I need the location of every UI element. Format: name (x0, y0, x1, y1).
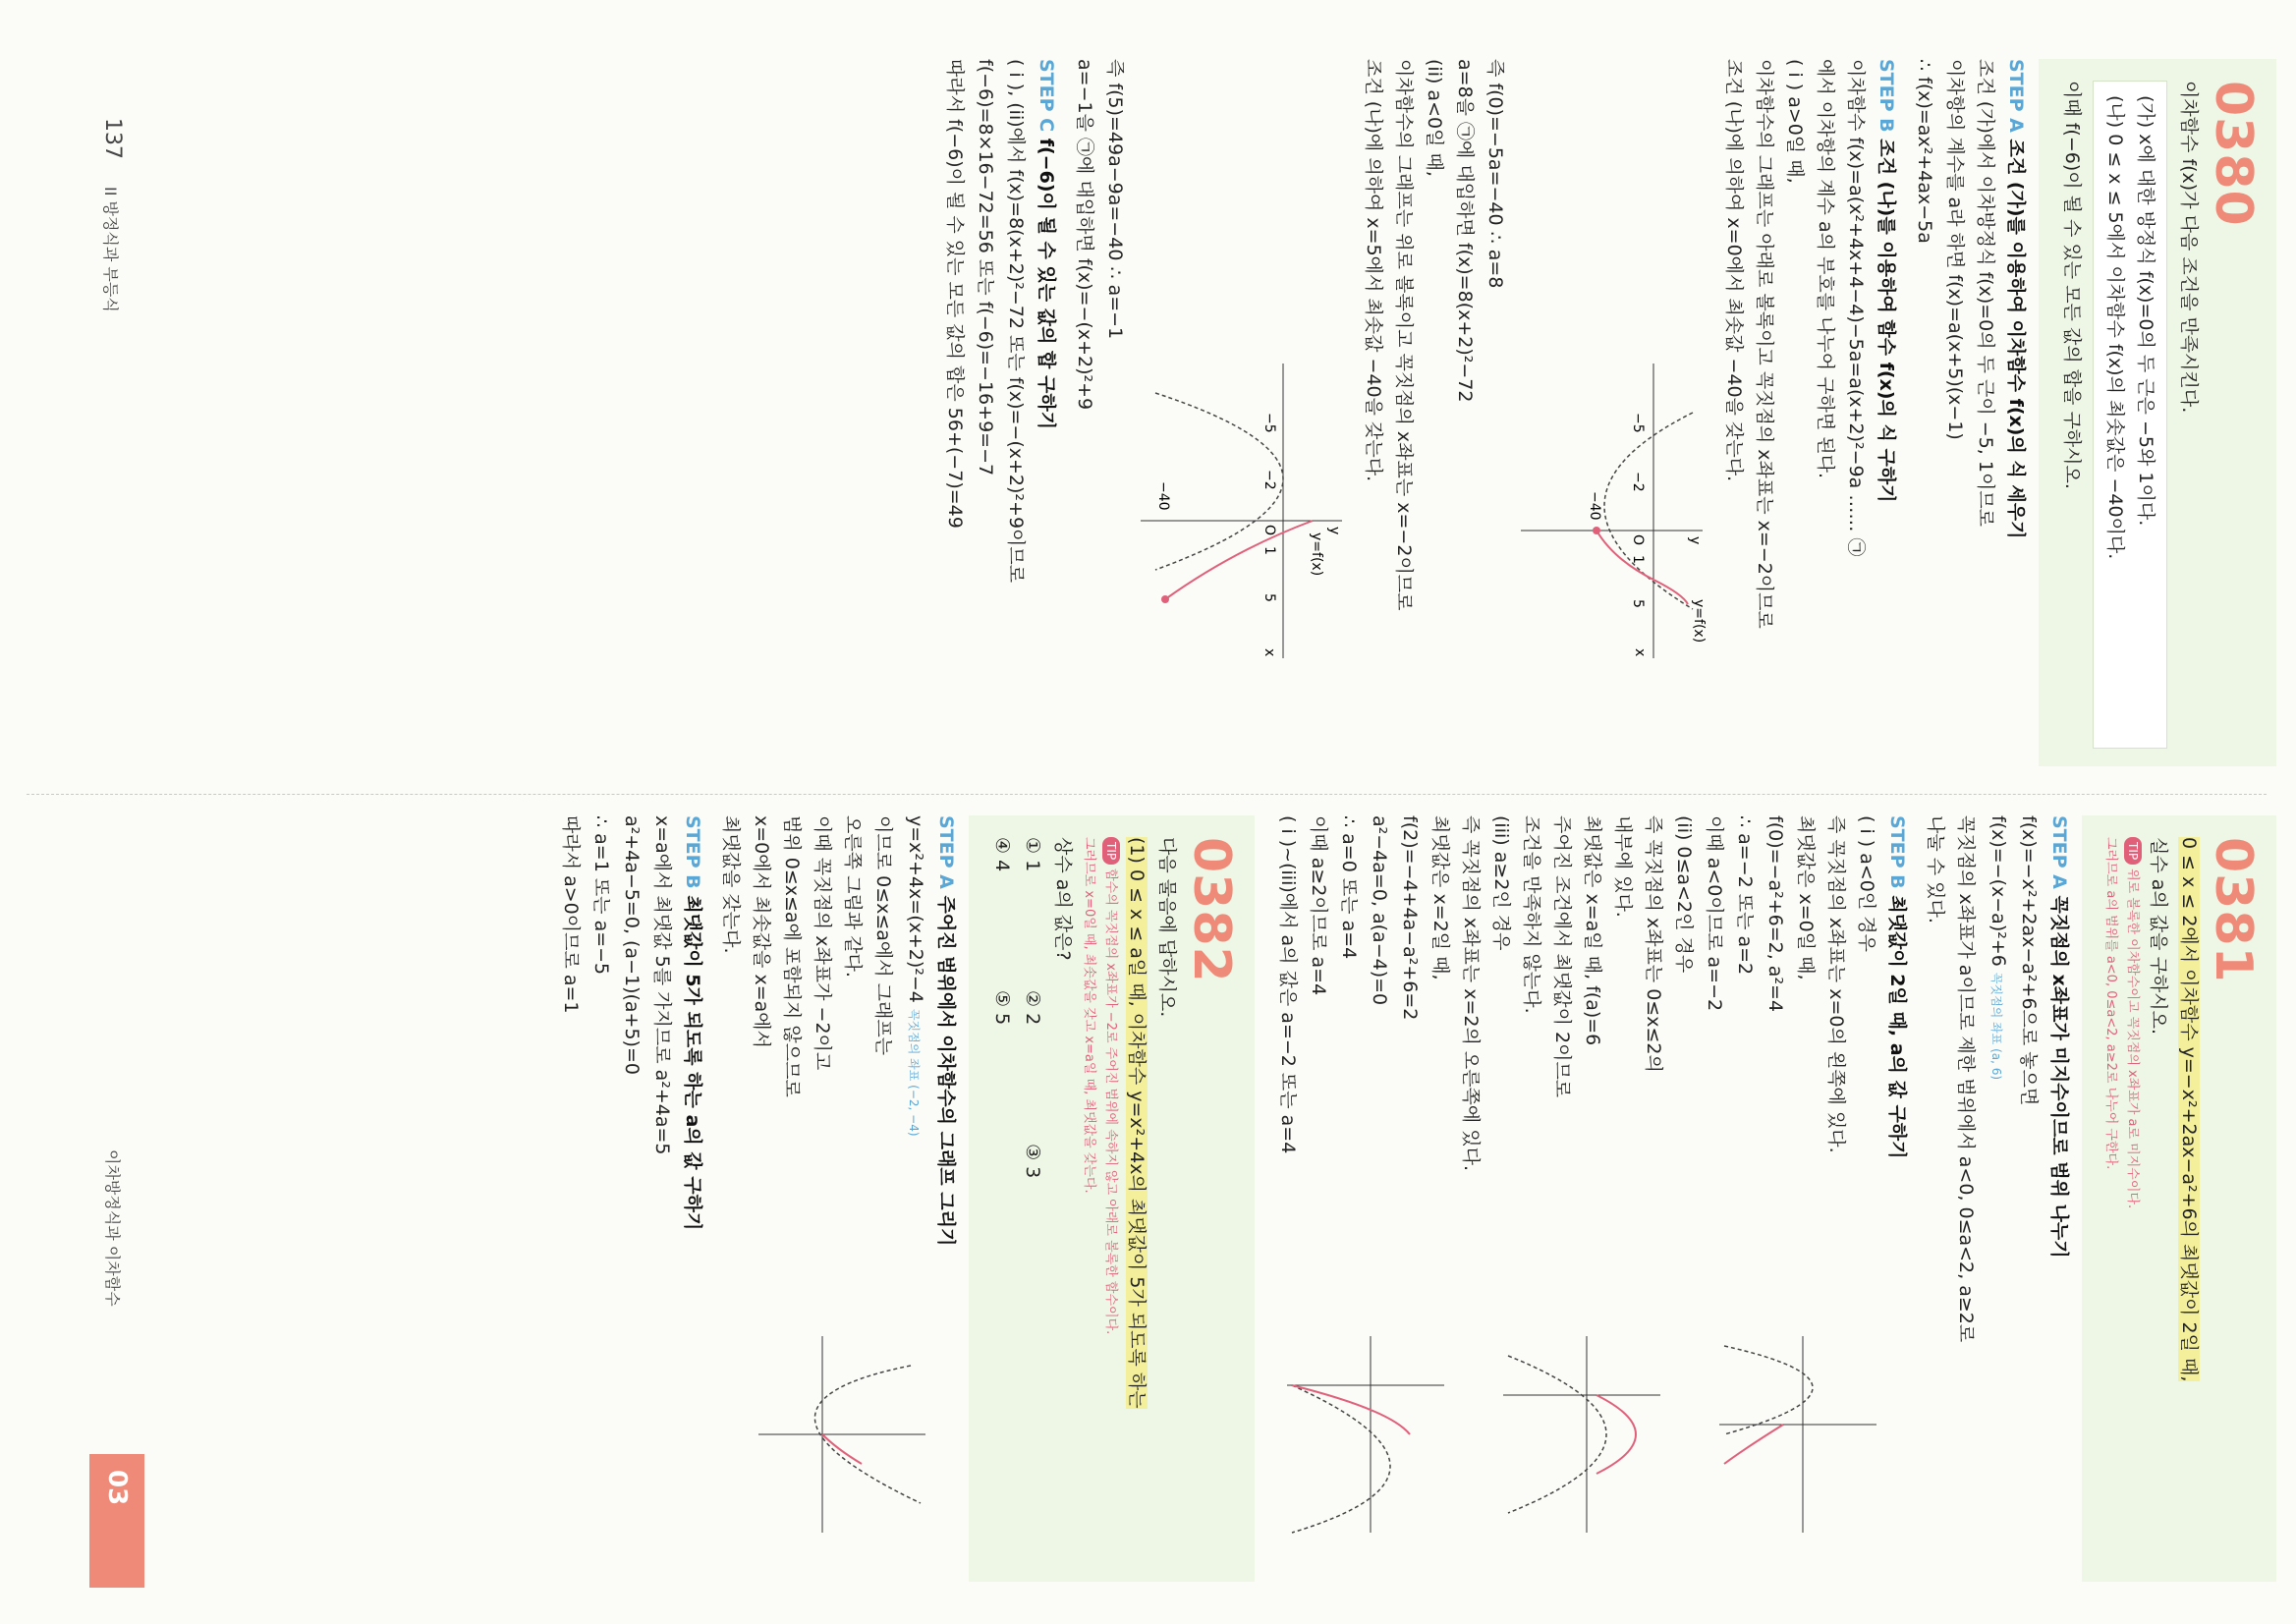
problem-intro: 다음 물음에 답하시오. (1156, 837, 1178, 1018)
solution-line: (ii) a<0일 때, (1424, 59, 1445, 177)
choice-5: ⑤ 5 (991, 990, 1013, 1026)
tick-label: O (1261, 525, 1277, 536)
solution-line: 이때 꼭짓점의 x좌표가 −2이고 (812, 815, 833, 1071)
solution-line: ∴ f(x)=ax²+4ax−5a (1914, 59, 1935, 244)
solution-line: x=a에서 최댓값 5를 가지므로 a²+4a=5 (651, 815, 673, 1155)
solution-line: 에서 이차항의 계수 a의 부호를 나누어 구하면 된다. (1815, 59, 1836, 479)
solution-line: 조건 (가)에서 이차방정식 f(x)=0의 두 근이 −5, 1이므로 (1975, 59, 1996, 528)
problem-intro: 이차함수 f(x)가 다음 조건을 만족시킨다. (2178, 81, 2200, 414)
solution-line: 최댓값은 x=0일 때, (1795, 815, 1817, 980)
solution-line: ( i )~(iii)에서 a의 값은 a=−2 또는 a=4 (1277, 815, 1299, 1154)
side-note: 꼭짓점의 좌표 (−2, −4) (907, 1008, 921, 1137)
step-title: 최댓값이 2일 때, a의 값 구하기 (1886, 895, 1908, 1159)
step-a-block (715, 815, 930, 1582)
graph-0382-parabola (754, 1326, 930, 1542)
step-title: 최댓값이 5가 되도록 하는 a의 값 구하기 (682, 895, 703, 1231)
condition-ga: (가) x에 대한 방정식 f(x)=0의 두 근은 −5와 1이다. (2135, 95, 2156, 527)
solution-line: 내부에 있다. (1612, 815, 1634, 918)
solution-line: 즉 꼭짓점의 x좌표는 0≤x≤2의 (1643, 815, 1664, 1073)
solution-line: ( i ) a<0인 경우 (1856, 815, 1877, 952)
tick-label: 1 (1630, 555, 1646, 564)
tick-label: −40 (1587, 491, 1602, 521)
solution-line: 이때 a≥2이므로 a=4 (1308, 815, 1329, 996)
step-b-heading (677, 815, 707, 1582)
tip-text: 그러므로 x=0일 때, 최솟값을 갖고 x=a일 때, 최댓값을 갖는다. (1082, 837, 1096, 1194)
solution-line: 나눌 수 있다. (1925, 815, 1946, 924)
chapter-title: 이차방정식과 이차함수 (103, 1149, 122, 1307)
step-label: STEP A (935, 815, 957, 889)
section-title: II 방정식과 부등식 (101, 187, 120, 312)
choice-2: ② 2 (1022, 990, 1043, 1026)
step-title: 주어진 범위에서 이차함수의 그래프 그리기 (935, 895, 957, 1247)
tip-badge: TIP (1102, 837, 1120, 865)
solution-line: ( i ), (ii)에서 f(x)=8(x+2)²−72 또는 f(x)=−(x+2)²+9이므로 (1005, 59, 1027, 584)
highlighted-question: 0 ≤ x ≤ 2에서 이차함수 y=−x²+2ax−a²+6의 최댓값이 2일 때, (2178, 837, 2200, 1382)
solution-line: 최댓값을 갖는다. (720, 815, 742, 954)
graph-case-a-negative (1714, 1326, 1881, 1542)
step-title: f(−6)이 될 수 있는 값의 합 구하기 (1036, 138, 1057, 430)
solution-line: 조건을 만족하지 않는다. (1521, 815, 1542, 1014)
step-label: STEP A (2048, 815, 2070, 889)
step-c-heading (1031, 59, 1061, 766)
step-b-heading (1871, 59, 1901, 766)
case-graphs (1272, 1326, 1881, 1552)
solution-line: 범위 0≤x≤a에 포함되지 않으므로 (781, 815, 803, 1097)
solution-line: 최댓값은 x=a일 때, f(a)=6 (1582, 815, 1603, 1046)
solution-line: 이차항의 계수를 a라 하면 f(x)=a(x+5)(x−1) (1944, 59, 1966, 440)
choice-4: ④ 4 (991, 837, 1013, 872)
chapter-tab (89, 1454, 144, 1588)
problem-question (2173, 837, 2204, 1564)
axis-x-label: x (1632, 648, 1648, 657)
problem-question (1121, 837, 1151, 1564)
column-divider (27, 794, 2267, 795)
solution-line: a²+4a−5=0, (a−1)(a+5)=0 (621, 815, 643, 1075)
tip (2121, 837, 2143, 1564)
tip (1099, 837, 1121, 1564)
tip-text: 함수의 꼭짓점의 x좌표가 −2로 주어진 범위에 속하지 않고 아래로 볼록한 함수이다. (1103, 868, 1118, 1335)
choice-row (1017, 837, 1047, 1564)
problem-number: 0382 (1182, 837, 1241, 983)
step-a-heading (2044, 815, 2074, 1582)
chapter-number: 03 (102, 1470, 132, 1506)
solution-line: 오른쪽 그림과 같다. (842, 815, 864, 978)
tick-label: 5 (1261, 593, 1277, 602)
solution-line: x=0에서 최솟값을 x=a에서 (751, 815, 772, 1048)
solution-line: f(x)=−(x−a)²+6 꼭짓점의 좌표 (a, 6) (1988, 815, 2009, 1081)
step-a-heading (2000, 59, 2031, 766)
solution-line: ∴ a=1 또는 a=−5 (590, 815, 612, 976)
step-title: 조건 (나)를 이용하여 함수 f(x)의 식 구하기 (1876, 139, 1897, 503)
choice-3: ③ 3 (1022, 1144, 1043, 1179)
solution-line: 즉 꼭짓점의 x좌표는 x=0의 왼쪽에 있다. (1825, 815, 1847, 1153)
highlighted-question: (1) 0 ≤ x ≤ a일 때, 이차함수 y=x²+4x의 최댓값이 5가 되도록 하는 (1126, 837, 1148, 1409)
case-block (1272, 815, 1881, 1582)
solution-line: 이차함수의 그래프는 위로 볼록이고 꼭짓점의 x좌표는 x=−2이므로 (1393, 59, 1415, 611)
problem-0382 (555, 815, 1255, 1582)
condition-box (2093, 81, 2167, 749)
problem-0381-header (2082, 815, 2276, 1582)
page-number: 137 (100, 118, 125, 159)
solution-line: f(0)=−a²+6=2, a²=4 (1764, 815, 1786, 1013)
problem-number: 0380 (2204, 81, 2263, 227)
tick-label: −5 (1261, 413, 1277, 433)
solution-line: f(2)=−4+4a−a²+6=2 (1399, 815, 1421, 1021)
problem-question-cont: 실수 a의 값을 구하시오. (2148, 837, 2169, 1035)
solution-line: 이므로 0≤x≤a에서 그래프는 (872, 815, 894, 1056)
solution-line: 따라서 a>0이므로 a=1 (560, 815, 582, 1014)
problem-question-cont: 상수 a의 값은? (1052, 837, 1074, 961)
solution-line: 이차함수의 그래프는 아래로 볼록이고 꼭짓점의 x좌표는 x=−2이므로 (1754, 59, 1775, 629)
problem-0380-header (2039, 59, 2276, 766)
solution-line: y=x²+4x=(x+2)²−4 꼭짓점의 좌표 (−2, −4) (905, 815, 926, 1137)
choice-1: ① 1 (1022, 837, 1043, 872)
solution-line: 즉 꼭짓점의 x좌표는 x=2의 오른쪽에 있다. (1460, 815, 1482, 1172)
axis-x-label: x (1261, 648, 1277, 657)
step-b-heading (1881, 815, 1912, 1582)
tip-text: 위로 볼록한 이차함수이고 꼭짓점의 x좌표가 a로 미지수이다. (2125, 868, 2140, 1209)
solution-line: 조건 (나)에 의하여 x=5에서 최솟값 −40을 갖는다. (1363, 59, 1384, 482)
solution-line: a²−4a=0, a(a−4)=0 (1369, 815, 1390, 1006)
solution-line: 꼭짓점의 x좌표가 a이므로 제한 범위에서 a<0, 0≤a<2, a≥2로 (1955, 815, 1977, 1343)
problem-number: 0381 (2204, 837, 2263, 983)
tick-label: O (1630, 534, 1646, 546)
graph-case-a-right (1282, 1326, 1449, 1542)
problem-question: 이때 f(−6)이 될 수 있는 모든 값의 합을 구하시오. (2061, 81, 2083, 489)
solution-line: f(−6)=8×16−72=56 또는 f(−6)=−16+9=−7 (975, 59, 996, 476)
problem-0381 (555, 815, 2276, 1582)
graph-downward-parabola (1136, 354, 1352, 668)
solution-line: a=−1을 ㉠에 대입하면 f(x)=−(x+2)²+9 (1074, 59, 1095, 411)
solution-line: ∴ a=−2 또는 a=2 (1734, 815, 1756, 976)
solution-line: 최댓값은 x=2일 때, (1429, 815, 1451, 980)
side-note: 꼭짓점의 좌표 (a, 6) (1989, 972, 2003, 1081)
solution-line: 따라서 f(−6)이 될 수 있는 모든 값의 합은 56+(−7)=49 (944, 59, 966, 529)
step-a-heading (930, 815, 961, 1582)
axis-y-label: y (1687, 536, 1703, 545)
step-label: STEP A (2005, 59, 2027, 133)
solution-line: f(x)=−x²+2ax−a²+6으로 놓으면 (2018, 815, 2040, 1106)
function-label: y=f(x) (1691, 599, 1707, 644)
solution-line: (ii) 0≤a<2인 경우 (1673, 815, 1695, 974)
solution-line: a=8을 ㉠에 대입하면 f(x)=8(x+2)²−72 (1454, 59, 1476, 403)
tick-label: −2 (1261, 470, 1277, 490)
tip-text: 그러므로 a의 범위를 a<0, 0≤a<2, a≥2로 나누어 구한다. (2103, 837, 2118, 1170)
function-label: y=f(x) (1309, 532, 1324, 577)
solution-line: 조건 (나)에 의하여 x=0에서 최솟값 −40을 갖는다. (1723, 59, 1745, 482)
tick-label: 5 (1630, 599, 1646, 608)
solution-line: 즉 f(0)=−5a=−40 ∴ a=8 (1484, 59, 1506, 289)
problem-0380 (939, 59, 2276, 766)
step-label: STEP B (1876, 59, 1897, 133)
tick-label: −2 (1630, 472, 1646, 492)
solution-line: 즉 f(5)=49a−9a=−40 ∴ a=−1 (1104, 59, 1126, 340)
graph-case-a-inside (1498, 1326, 1665, 1542)
step-label: STEP C (1036, 59, 1057, 133)
solution-line: ∴ a=0 또는 a=4 (1338, 815, 1360, 960)
graph-upward-parabola (1516, 354, 1712, 668)
step-title: 조건 (가)를 이용하여 이차함수 f(x)의 식 세우기 (2005, 139, 2027, 539)
step-label: STEP B (682, 815, 703, 889)
tip-badge: TIP (2124, 837, 2142, 865)
tick-label: 1 (1261, 546, 1277, 555)
tick-label: −40 (1155, 481, 1171, 511)
solution-line: 이때 a<0이므로 a=−2 (1704, 815, 1725, 1012)
step-title: 꼭짓점의 x좌표가 미지수이므로 범위 나누기 (2048, 895, 2070, 1259)
problem-0382-header (969, 815, 1255, 1582)
choice-row (986, 837, 1017, 1564)
solution-line: 이차함수 f(x)=a(x²+4x+4−4)−5a=a(x+2)²−9a …… ㉠ (1845, 59, 1867, 557)
step-label: STEP B (1886, 815, 1908, 889)
solution-line: ( i ) a>0일 때, (1784, 59, 1806, 184)
axis-y-label: y (1326, 527, 1342, 535)
condition-na: (나) 0 ≤ x ≤ 5에서 이차함수 f(x)의 최솟값은 −40이다. (2104, 95, 2126, 560)
solution-line: 주어진 조건에서 최댓값이 2이므로 (1551, 815, 1573, 1098)
solution-line: (iii) a≥2인 경우 (1490, 815, 1512, 951)
tick-label: −5 (1630, 413, 1646, 433)
